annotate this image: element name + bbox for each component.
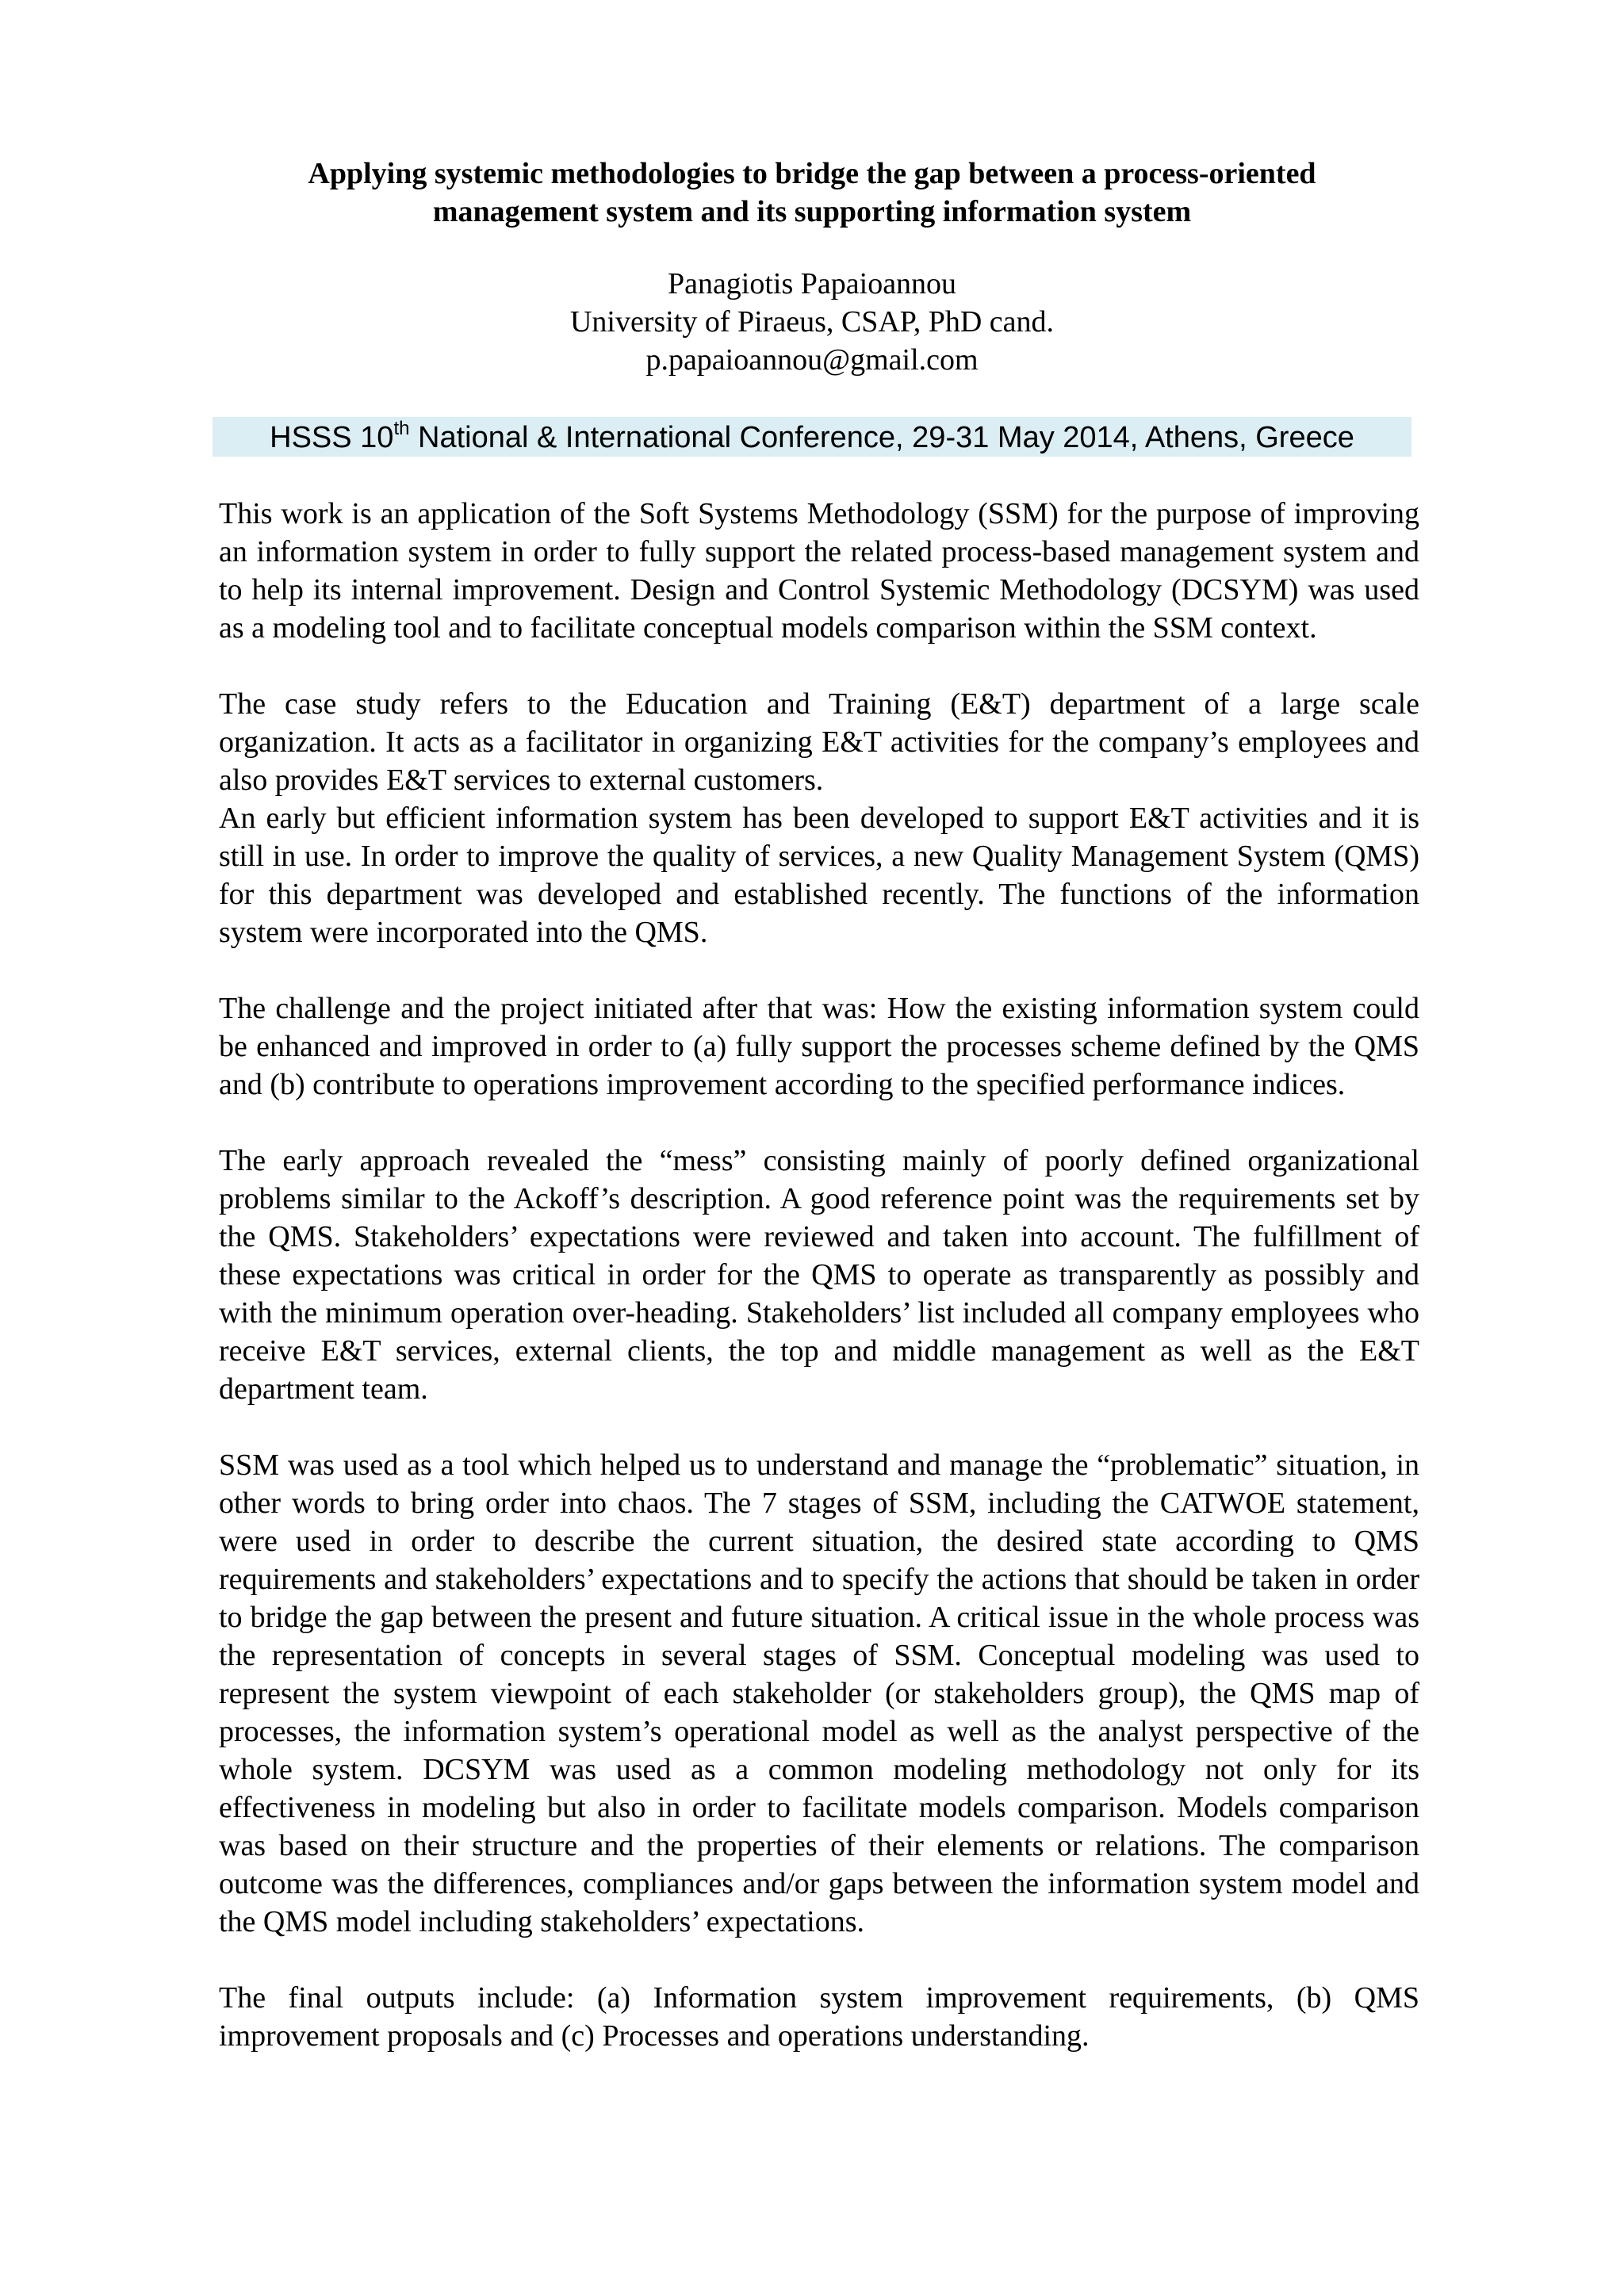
paragraph-information-system: An early but efficient information system has been developed to support E&T activities and it is still in use. In order to improve the quality of services, a new Quality Management System (QMS) for this department was developed and established recently. The functions of the information system were incorporated into the QMS. [219, 802, 1419, 949]
paragraph-intro: This work is an application of the Soft Systems Methodology (SSM) for the purpose of improving an information system in order to fully support the related process-based management system and to help its internal improvement. Design and Control Systemic Methodology (DCSYM) was used as a modeling tool and to facilitate conceptual models comparison within the SSM context. [219, 497, 1419, 645]
paragraph-challenge: The challenge and the project initiated after that was: How the existing information system could be enhanced and improved in order to (a) fully support the processes scheme defined by the QMS and (b) contribute to operations improvement according to the specified performance indices. [219, 992, 1419, 1101]
paragraph-ssm-tool: SSM was used as a tool which helped us to understand and manage the “problematic” situation, in other words to bring order into chaos. The 7 stages of SSM, including the CATWOE statement, were used in order to describe the current situation, the desired state according to QMS requirements and stakeholders’ expectations and to specify the actions that should be taken in order to bridge the gap between the present and future situation. A critical issue in the whole process was the representation of concepts in several stages of SSM. Conceptual modeling was used to represent the system viewpoint of each stakeholder (or stakeholders group), the QMS map of processes, the information system’s operational model as well as the analyst perspective of the whole system. DCSYM was used as a common modeling methodology not only for its effectiveness in modeling but also in order to facilitate models comparison. Models comparison was based on their structure and the properties of their elements or relations. The comparison outcome was the differences, compliances and/or gaps between the information system model and the QMS model including stakeholders’ expectations. [219, 1448, 1419, 1938]
abstract-body [219, 495, 1419, 2093]
conference-prefix: HSSS 10 [270, 421, 394, 454]
author-block [219, 265, 1405, 379]
conference-suffix: National & International Conference, 29-31 May 2014, Athens, Greece [409, 421, 1354, 454]
paper-title [219, 155, 1405, 231]
author-name: Panagiotis Papaioannou [667, 267, 957, 300]
paper-title-line-1: Applying systemic methodologies to bridge the gap between a process-oriented [308, 157, 1316, 190]
paper-title-line-2: management system and its supporting information system [432, 195, 1192, 228]
conference-superscript: th [393, 418, 410, 440]
paragraph-early-approach: The early approach revealed the “mess” consisting mainly of poorly defined organizational problems similar to the Ackoff’s description. A good reference point was the requirements set by the QMS. Stakeholders’ expectations were reviewed and taken into account. The fulfillment of these expectations was critical in order for the QMS to operate as transparently as possibly and with the minimum operation over-heading. Stakeholders’ list included all company employees who receive E&T services, external clients, the top and middle management as well as the E&T department team. [219, 1144, 1419, 1406]
paragraph-case-study: The case study refers to the Education and Training (E&T) department of a large scale organization. It acts as a facilitator in organizing E&T activities for the company’s employees and also provides E&T services to external customers. [219, 687, 1419, 797]
conference-banner [213, 417, 1411, 457]
author-affiliation: University of Piraeus, CSAP, PhD cand. [569, 305, 1055, 339]
author-email: p.papaioannou@gmail.com [645, 343, 979, 377]
paragraph-final-outputs: The final outputs include: (a) Information system improvement requirements, (b) QMS improvement proposals and (c) Processes and operations understanding. [219, 1981, 1419, 2053]
